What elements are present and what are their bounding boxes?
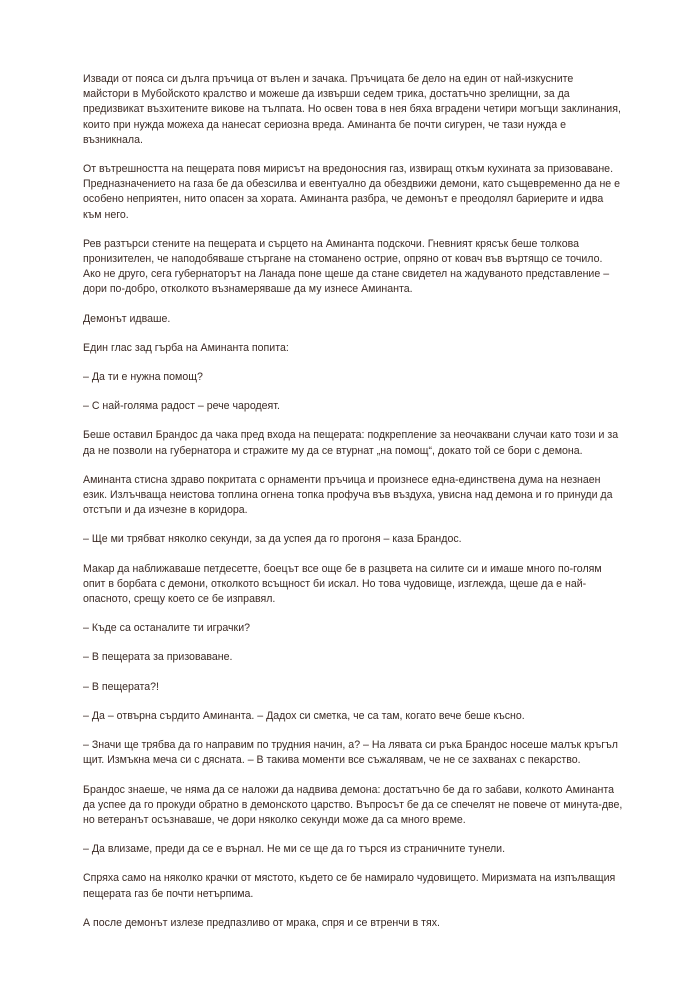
paragraph: – Да – отвърна сърдито Аминанта. – Дадох си сметка, че са там, когато вече беше късно.: [83, 709, 525, 722]
paragraph: – В пещерата за призоваване.: [83, 651, 233, 664]
document-page: [83, 72, 623, 945]
paragraph: – Ще ми трябват няколко секунди, за да успея да го прогоня – каза Брандос.: [83, 533, 462, 546]
paragraph: Макар да наближаваше петдесетте, боецът все още бе в разцвета на силите си и имаше много по-голям опит в борбата с демони, отколкото всъщност би искал. Но това чудовище, изглежда, щеше да е най-опасното, срещу което се бе изправял.: [83, 562, 602, 606]
paragraph: Брандос знаеше, че няма да се наложи да надвива демона: достатъчно бе да го забави, колкото Аминанта да успее да го прокуди обратно в демонското царство. Въпросът бе да се спечелят не повече от минута-две, но ветеранът осъзнаваше, че дори няколко секунди може да са много време.: [83, 783, 623, 826]
paragraph: – С най-голяма радост – рече чародеят.: [83, 400, 280, 413]
paragraph: Демонът идваше.: [83, 312, 171, 325]
paragraph: Аминанта стисна здраво покритата с орнаменти пръчица и произнесе една-единствена дума на незнаен език. Излъчваща неистова топлина огнена топка профуча във въздуха, увисна над демона и го принуди да отстъпи и да изчезне в коридора.: [83, 473, 613, 517]
paragraph: Един глас зад гърба на Аминанта попита:: [83, 341, 289, 354]
paragraph: – Значи ще трябва да го направим по трудния начин, а? – На лявата си ръка Брандос носеше малък кръгъл щит. Измъкна меча си с дясната. – В такива моменти все съжалявам, че не се захванах с пекарство.: [83, 739, 618, 767]
paragraph: Извади от пояса си дълга пръчица от вълен и зачака. Пръчицата бе дело на един от най-изкусните майстори в Мубойското кралство и можеше да извърши седем трика, достатъчно зрелищни, за да предизвикат възхитените викове на тълпата. Но освен това в нея бяха вградени четири могъщи заклинания, които при нужда можеха да нанесат сериозна вреда. Аминанта бе почти сигурен, че тази нужда е възникнала.: [83, 73, 621, 146]
paragraph: Спряха само на няколко крачки от мястото, където се бе намирало чудовището. Миризмата на изпълващия пещерата газ бе почти нетърпима.: [83, 872, 616, 900]
paragraph: Рев разтърси стените на пещерата и сърцето на Аминанта подскочи. Гневният крясък беше толкова пронизителен, че наподобяваше стъргане на стоманено острие, опряно от ковач във въртящо се точило. Ако не друго, сега губернаторът на Ланада поне щеше да стане свидетел на жадуваното представление – дори по-добро, отколкото възнамеряваше да му изнесе Аминанта.: [83, 237, 610, 296]
paragraph: От вътрешността на пещерата повя мирисът на вредоносния газ, извиращ откъм кухината за призоваване. Предназначението на газа бе да обезсилва и евентуално да обездвижи демони, като същевременно да не е особено неприятен, нито опасен за хората. Аминанта разбра, че демонът е преодолял бариерите и идва към него.: [83, 163, 621, 221]
paragraph: – Да влизаме, преди да се е върнал. Не ми се ще да го търся из страничните тунели.: [83, 843, 506, 856]
paragraph: – Къде са останалите ти играчки?: [83, 622, 251, 635]
paragraph: – В пещерата?!: [83, 680, 159, 693]
paragraph: А после демонът излезе предпазливо от мрака, спря и се втренчи в тях.: [83, 916, 441, 929]
paragraph: Беше оставил Брандос да чака пред входа на пещерата: подкрепление за неочаквани случаи като този и за да не позволи на губернатора и стражите му да се втурнат „на помощ“, докато той се бори с демона.: [83, 429, 619, 457]
paragraph: – Да ти е нужна помощ?: [83, 371, 203, 384]
